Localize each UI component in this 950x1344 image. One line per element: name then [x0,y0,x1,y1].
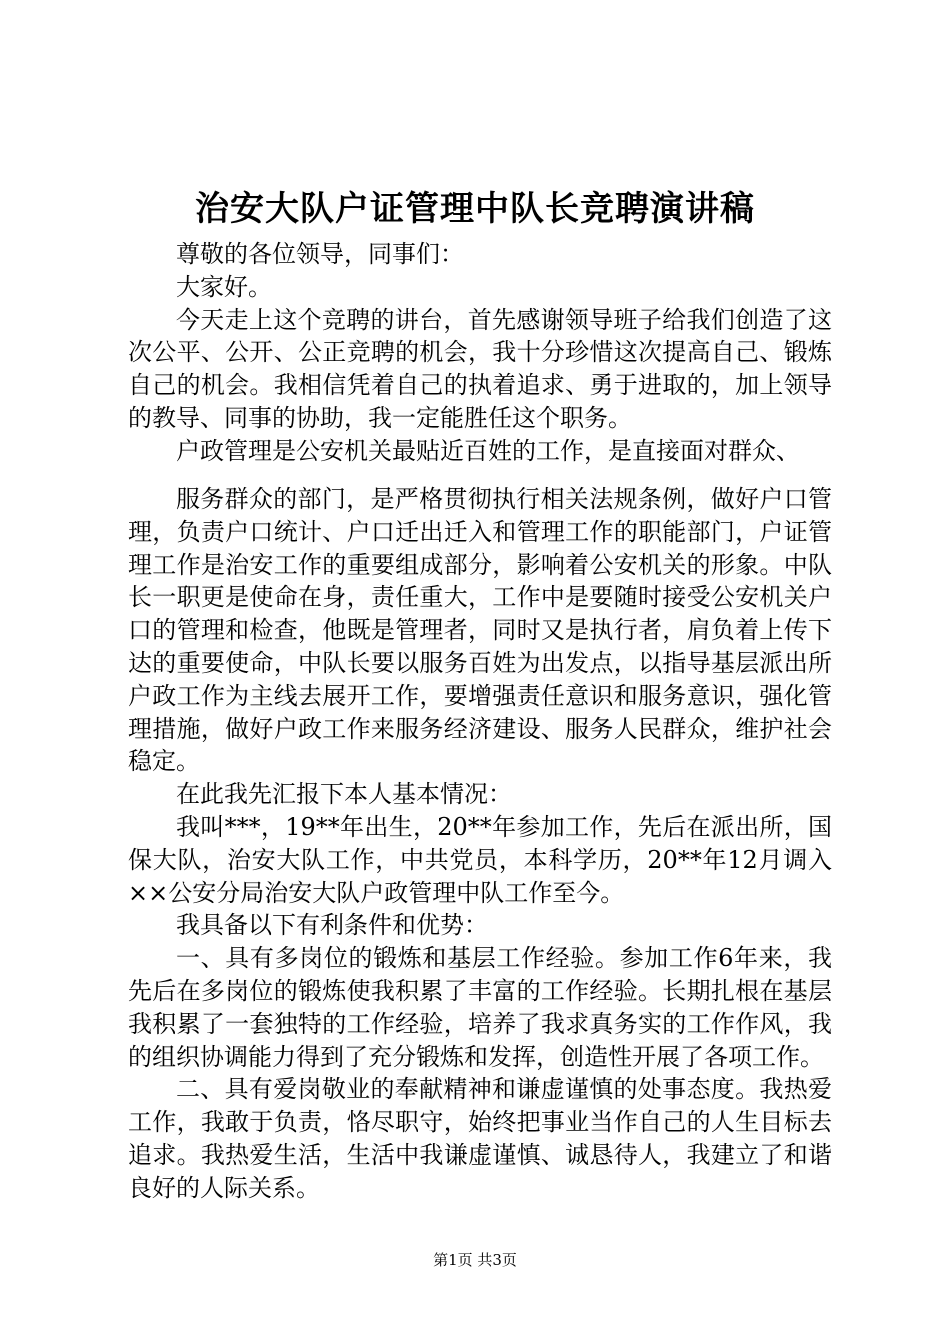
page-footer: 第1页 共3页 [433,1251,517,1269]
paragraph-household-admin-continued: 服务群众的部门，是严格贯彻执行相关法规条例，做好户口管理，负责户口统计、户口迁出迁入和管理工作的职能部门，户证管理工作是治安工作的重要组成部分，影响着公安机关的形象。中队长一职更是使命在身，责任重大，工作中是要随时接受公安机关户口的管理和检查，他既是管理者，同时又是执行者，肩负着上传下达的重要使命，中队长要以服务百姓为出发点，以指导基层派出所户政工作为主线去展开工作，要增强责任意识和服务意识，强化管理措施，做好户政工作来服务经济建设、服务人民群众，维护社会稳定。 [128,485,832,776]
document-title: 治安大队户证管理中队长竞聘演讲稿 [195,189,755,229]
paragraph-advantage-2: 二、具有爱岗敬业的奉献精神和谦虚谨慎的处事态度。我热爱工作，我敢于负责，恪尽职守，始终把事业当作自己的人生目标去追求。我热爱生活，生活中我谦虚谨慎、诚恳待人，我建立了和谐良好的人际关系。 [128,1075,832,1202]
paragraph-advantage-1: 一、具有多岗位的锻炼和基层工作经验。参加工作6年来，我先后在多岗位的锻炼使我积累了丰富的工作经验。长期扎根在基层我积累了一套独特的工作经验，培养了我求真务实的工作作风，我的组织协调能力得到了充分锻炼和发挥，创造性开展了各项工作。 [128,944,832,1071]
body-block-2 [128,483,832,1205]
paragraph-report-intro: 在此我先汇报下本人基本情况： [176,780,512,809]
paragraph-personal-info: 我叫***，19**年出生，20**年参加工作，先后在派出所，国保大队，治安大队工作，中共党员，本科学历，20**年12月调入××公安分局治安大队户政管理中队工作至今。 [128,812,832,907]
salutation: 尊敬的各位领导，同事们： [176,240,464,268]
paragraph-household-admin-start: 户政管理是公安机关最贴近百姓的工作，是直接面对群众、 [176,436,800,465]
body-block-1 [128,238,832,468]
paragraph-advantages-intro: 我具备以下有利条件和优势： [176,911,488,940]
greeting: 大家好。 [176,272,272,301]
paragraph-intro: 今天走上这个竞聘的讲台，首先感谢领导班子给我们创造了这次公平、公开、公正竞聘的机会，我十分珍惜这次提高自己、锻炼自己的机会。我相信凭着自己的执着追求、勇于进取的，加上领导的教导、同事的协助，我一定能胜任这个职务。 [128,305,832,432]
